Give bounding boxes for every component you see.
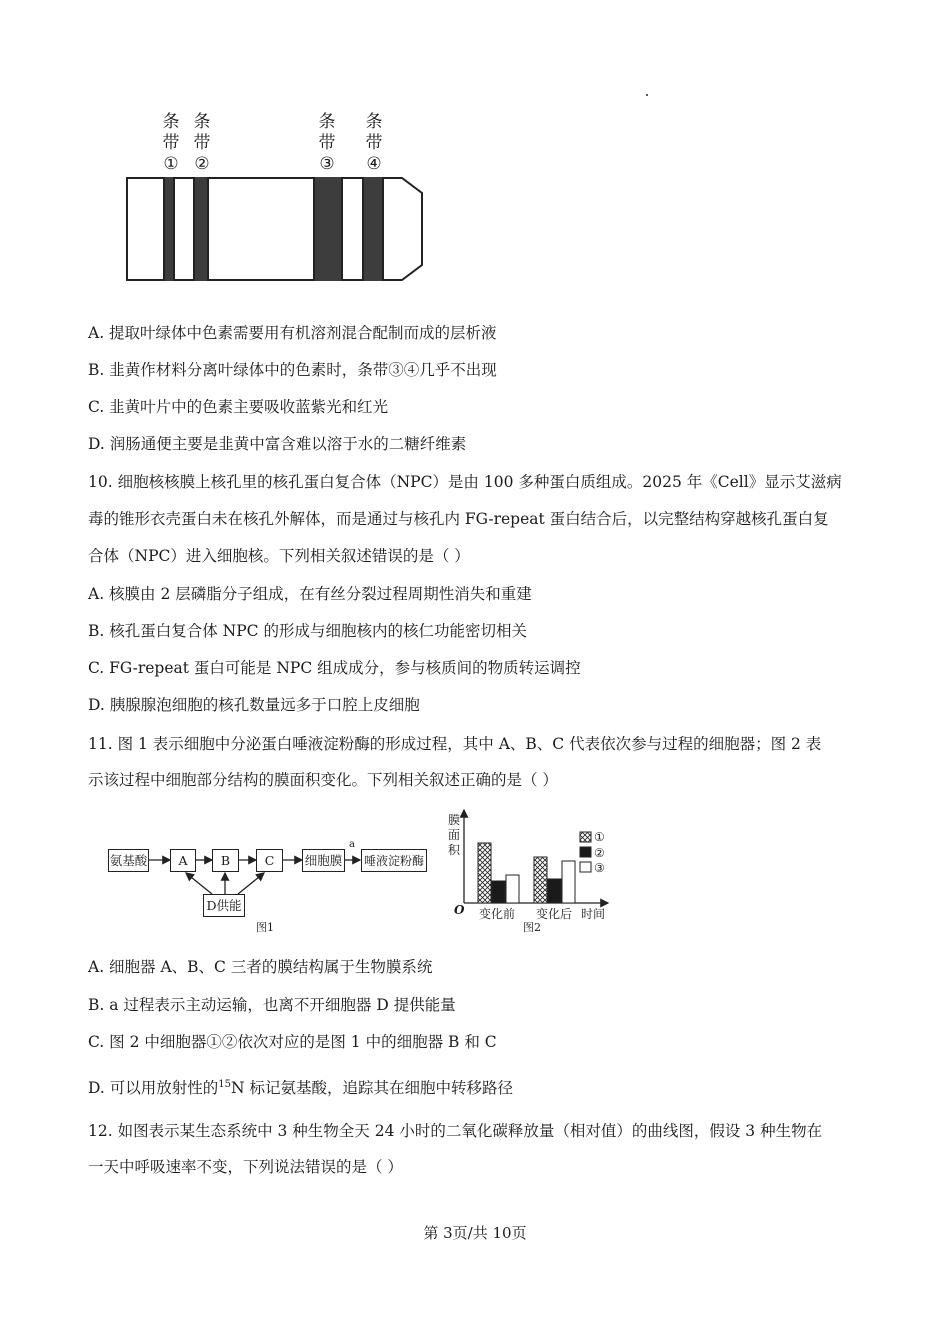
q10-option-b: B. 核孔蛋白复合体 NPC 的形成与细胞核内的核仁功能密切相关 — [88, 622, 527, 640]
band-label-2: 条 带 ② — [193, 112, 211, 174]
strip-tip — [384, 177, 424, 281]
y-axis-label: 膜面积 — [448, 813, 461, 857]
q9-option-a: A. 提取叶绿体中色素需要用有机溶剂混合配制而成的层析液 — [88, 324, 497, 342]
q11-stem-line-1: 11. 图 1 表示细胞中分泌蛋白唾液淀粉酶的形成过程，其中 A、B、C 代表依次参与过程的细胞器；图 2 表 — [88, 735, 822, 753]
box-organelle-a: A — [170, 849, 196, 872]
figure-1-caption: 图1 — [256, 921, 274, 934]
page-footer: 第 3页/共 10页 — [423, 1224, 527, 1242]
origin-label: O — [454, 903, 465, 917]
process-a-label: a — [349, 839, 355, 850]
box-cell-membrane: 细胞膜 — [302, 849, 345, 872]
pigment-band-4 — [362, 177, 384, 281]
q10-stem-line-1: 10. 细胞核核膜上核孔里的核孔蛋白复合体（NPC）是由 100 多种蛋白质组成。2025 年《Cell》显示艾滋病 — [88, 473, 842, 491]
legend-swatch-3 — [580, 862, 591, 872]
category-label-after: 变化后 — [536, 907, 573, 921]
bar-before-series-1 — [478, 843, 491, 903]
q11-stem-line-2: 示该过程中细胞部分结构的膜面积变化。下列相关叙述正确的是（ ） — [88, 771, 558, 789]
legend-label-1: ① — [594, 830, 605, 844]
legend-label-3: ③ — [594, 861, 605, 875]
band-label-1: 条 带 ① — [162, 112, 180, 174]
q11-option-a: A. 细胞器 A、B、C 三者的膜结构属于生物膜系统 — [88, 958, 433, 976]
q10-option-a: A. 核膜由 2 层磷脂分子组成，在有丝分裂过程周期性消失和重建 — [88, 585, 532, 603]
q10-stem-line-3: 合体（NPC）进入细胞核。下列相关叙述错误的是（ ） — [88, 547, 470, 565]
legend-label-2: ② — [594, 846, 605, 860]
q11-option-c: C. 图 2 中细胞器①②依次对应的是图 1 中的细胞器 B 和 C — [88, 1033, 497, 1051]
pigment-band-2 — [193, 177, 209, 281]
bar-before-series-3 — [506, 875, 519, 903]
bar-after-series-2 — [548, 879, 561, 903]
category-label-before: 变化前 — [479, 907, 516, 921]
box-organelle-c: C — [256, 849, 283, 872]
q9-option-d: D. 润肠通便主要是韭黄中富含难以溶于水的二糖纤维素 — [88, 435, 467, 453]
box-amino-acid: 氨基酸 — [108, 849, 149, 872]
bar-after-series-3 — [562, 861, 575, 903]
q10-option-d: D. 胰腺腺泡细胞的核孔数量远多于口腔上皮细胞 — [88, 696, 420, 714]
box-salivary-amylase: 唾液淀粉酶 — [361, 849, 427, 872]
isotope-superscript: 15 — [218, 1079, 231, 1090]
pigment-band-1 — [163, 177, 175, 281]
figure-2-caption: 图2 — [523, 921, 541, 934]
box-organelle-b: B — [212, 849, 239, 872]
band-label-4: 条 带 ④ — [365, 112, 383, 174]
q11-option-d-part2: N 标记氨基酸，追踪其在细胞中转移路径 — [230, 1079, 513, 1098]
q12-stem-line-1: 12. 如图表示某生态系统中 3 种生物全天 24 小时的二氧化碳释放量（相对值）的曲线图，假设 3 种生物在 — [88, 1122, 823, 1140]
q9-option-b: B. 韭黄作材料分离叶绿体中的色素时，条带③④几乎不出现 — [88, 361, 497, 379]
q11-option-d-part1: D. 可以用放射性的 — [88, 1079, 219, 1098]
bar-before-series-2 — [492, 881, 505, 903]
bar-after-series-1 — [534, 857, 547, 903]
legend-swatch-1 — [580, 832, 591, 842]
box-energy-supply: D供能 — [203, 894, 245, 917]
scan-dot — [646, 94, 648, 96]
q11-option-d — [88, 1074, 513, 1099]
pigment-band-3 — [313, 177, 343, 281]
q9-option-c: C. 韭黄叶片中的色素主要吸收蓝紫光和红光 — [88, 398, 389, 416]
q10-option-c: C. FG-repeat 蛋白可能是 NPC 组成成分，参与核质间的物质转运调控 — [88, 659, 581, 677]
q10-stem-line-2: 毒的锥形衣壳蛋白未在核孔外解体，而是通过与核孔内 FG-repeat 蛋白结合后，以完整结构穿越核孔蛋白复 — [88, 510, 829, 528]
band-label-3: 条 带 ③ — [318, 112, 336, 174]
x-axis-label: 时间 — [581, 907, 606, 921]
q12-stem-line-2: 一天中呼吸速率不变，下列说法错误的是（ ） — [88, 1158, 403, 1176]
q11-option-b: B. a 过程表示主动运输，也离不开细胞器 D 提供能量 — [88, 996, 456, 1014]
legend-swatch-2 — [580, 847, 591, 857]
